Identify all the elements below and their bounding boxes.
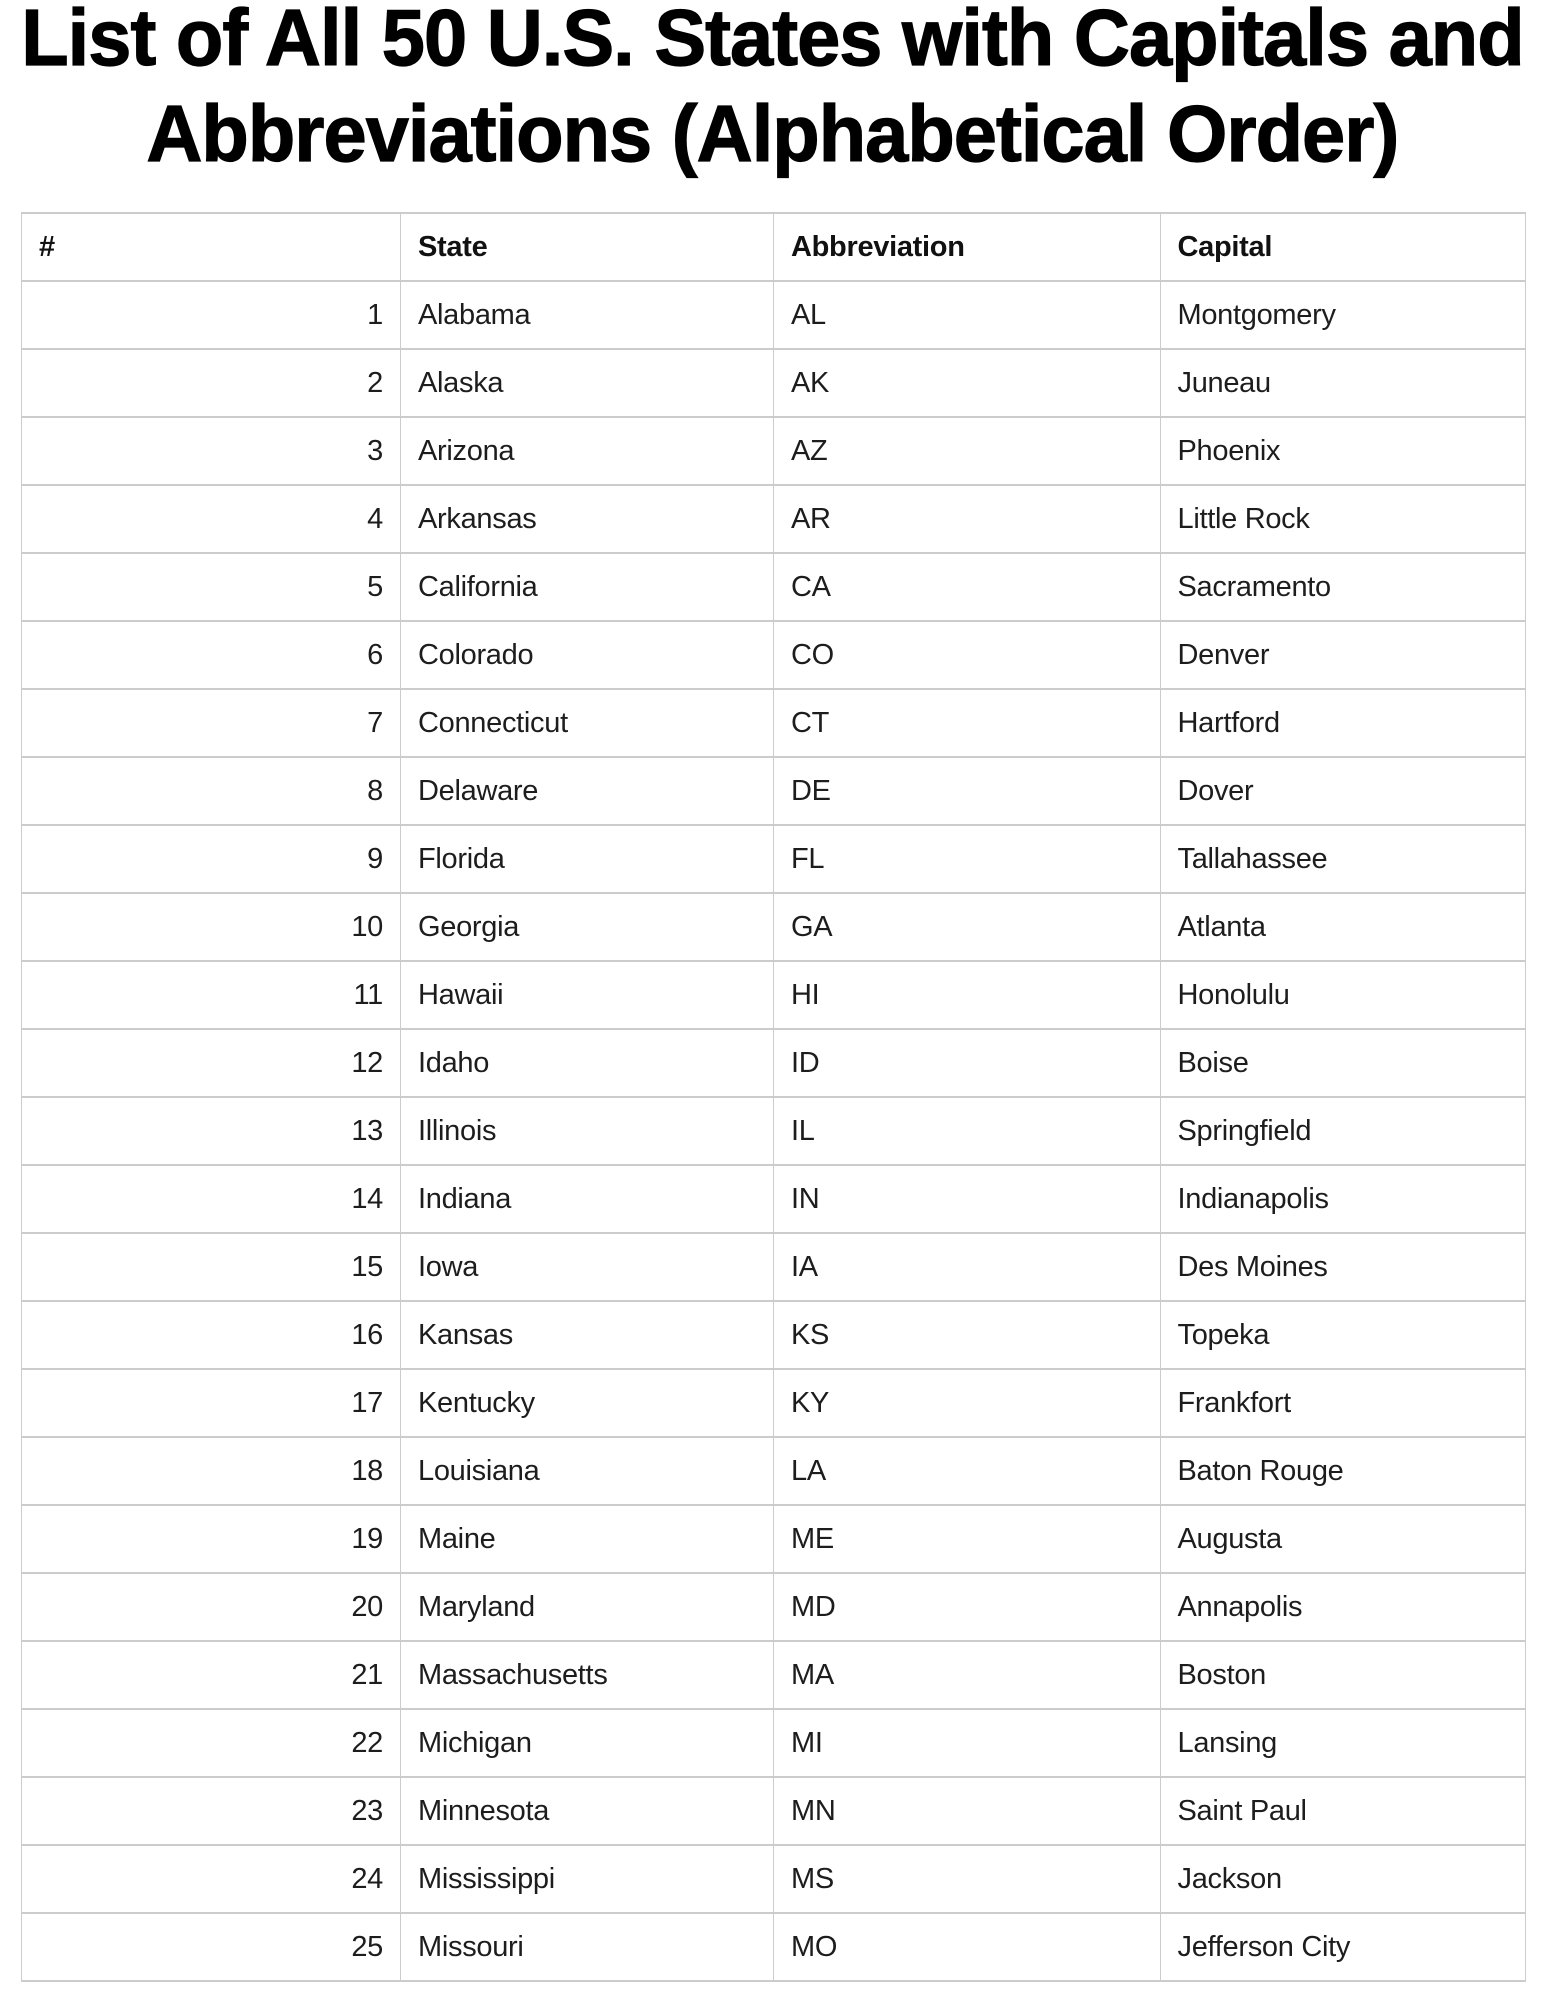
cell-state: Illinois — [401, 1097, 774, 1165]
cell-capital: Little Rock — [1160, 485, 1526, 553]
cell-state: Massachusetts — [401, 1641, 774, 1709]
cell-state: Idaho — [401, 1029, 774, 1097]
cell-num: 6 — [22, 621, 401, 689]
page-title-line-1: List of All 50 U.S. States with Capitals and — [21, 0, 1524, 82]
cell-num: 9 — [22, 825, 401, 893]
cell-capital: Atlanta — [1160, 893, 1526, 961]
cell-capital: Juneau — [1160, 349, 1526, 417]
cell-num: 4 — [22, 485, 401, 553]
cell-capital: Baton Rouge — [1160, 1437, 1526, 1505]
cell-capital: Indianapolis — [1160, 1165, 1526, 1233]
cell-abbr: IN — [773, 1165, 1160, 1233]
cell-abbr: MO — [773, 1913, 1160, 1981]
cell-state: Connecticut — [401, 689, 774, 757]
cell-capital: Topeka — [1160, 1301, 1526, 1369]
table-row — [22, 1505, 1526, 1573]
cell-abbr: IL — [773, 1097, 1160, 1165]
cell-capital: Hartford — [1160, 689, 1526, 757]
cell-abbr: MD — [773, 1573, 1160, 1641]
table-row — [22, 1301, 1526, 1369]
cell-abbr: IA — [773, 1233, 1160, 1301]
cell-abbr: MN — [773, 1777, 1160, 1845]
cell-state: Mississippi — [401, 1845, 774, 1913]
page-title-line-2: Abbreviations (Alphabetical Order) — [146, 89, 1399, 178]
cell-num: 10 — [22, 893, 401, 961]
cell-num: 15 — [22, 1233, 401, 1301]
cell-num: 19 — [22, 1505, 401, 1573]
cell-num: 25 — [22, 1913, 401, 1981]
table-row — [22, 281, 1526, 349]
cell-abbr: AR — [773, 485, 1160, 553]
cell-state: Iowa — [401, 1233, 774, 1301]
cell-abbr: MS — [773, 1845, 1160, 1913]
cell-abbr: AK — [773, 349, 1160, 417]
cell-state: Minnesota — [401, 1777, 774, 1845]
cell-abbr: ID — [773, 1029, 1160, 1097]
cell-capital: Frankfort — [1160, 1369, 1526, 1437]
table-row — [22, 1573, 1526, 1641]
table-row — [22, 417, 1526, 485]
cell-num: 22 — [22, 1709, 401, 1777]
cell-capital: Boise — [1160, 1029, 1526, 1097]
cell-state: Maine — [401, 1505, 774, 1573]
cell-abbr: ME — [773, 1505, 1160, 1573]
cell-num: 13 — [22, 1097, 401, 1165]
column-header-capital: Capital — [1160, 213, 1526, 281]
cell-state: Delaware — [401, 757, 774, 825]
states-table — [21, 212, 1526, 1982]
cell-num: 23 — [22, 1777, 401, 1845]
cell-state: Colorado — [401, 621, 774, 689]
cell-state: Maryland — [401, 1573, 774, 1641]
cell-capital: Jackson — [1160, 1845, 1526, 1913]
cell-abbr: KY — [773, 1369, 1160, 1437]
cell-capital: Dover — [1160, 757, 1526, 825]
column-header-number: # — [22, 213, 401, 281]
cell-capital: Montgomery — [1160, 281, 1526, 349]
table-row — [22, 1029, 1526, 1097]
cell-abbr: MI — [773, 1709, 1160, 1777]
cell-capital: Lansing — [1160, 1709, 1526, 1777]
table-row — [22, 1437, 1526, 1505]
cell-state: Florida — [401, 825, 774, 893]
table-row — [22, 1369, 1526, 1437]
table-row — [22, 1233, 1526, 1301]
cell-state: California — [401, 553, 774, 621]
table-row — [22, 893, 1526, 961]
table-row — [22, 1777, 1526, 1845]
cell-num: 3 — [22, 417, 401, 485]
table-row — [22, 349, 1526, 417]
cell-abbr: GA — [773, 893, 1160, 961]
cell-num: 16 — [22, 1301, 401, 1369]
table-body — [22, 281, 1526, 1981]
table-header — [22, 213, 1526, 281]
cell-capital: Jefferson City — [1160, 1913, 1526, 1981]
table-row — [22, 1641, 1526, 1709]
cell-state: Missouri — [401, 1913, 774, 1981]
cell-abbr: KS — [773, 1301, 1160, 1369]
cell-capital: Des Moines — [1160, 1233, 1526, 1301]
table-row — [22, 485, 1526, 553]
table-row — [22, 757, 1526, 825]
cell-capital: Springfield — [1160, 1097, 1526, 1165]
table-row — [22, 961, 1526, 1029]
table-row — [22, 825, 1526, 893]
cell-abbr: AL — [773, 281, 1160, 349]
cell-capital: Boston — [1160, 1641, 1526, 1709]
cell-state: Hawaii — [401, 961, 774, 1029]
cell-state: Arizona — [401, 417, 774, 485]
table-row — [22, 621, 1526, 689]
cell-abbr: CO — [773, 621, 1160, 689]
cell-abbr: LA — [773, 1437, 1160, 1505]
cell-capital: Phoenix — [1160, 417, 1526, 485]
cell-num: 20 — [22, 1573, 401, 1641]
cell-num: 21 — [22, 1641, 401, 1709]
cell-state: Alabama — [401, 281, 774, 349]
cell-num: 11 — [22, 961, 401, 1029]
cell-num: 14 — [22, 1165, 401, 1233]
cell-capital: Honolulu — [1160, 961, 1526, 1029]
cell-state: Arkansas — [401, 485, 774, 553]
cell-num: 17 — [22, 1369, 401, 1437]
cell-abbr: FL — [773, 825, 1160, 893]
cell-num: 18 — [22, 1437, 401, 1505]
cell-capital: Annapolis — [1160, 1573, 1526, 1641]
cell-state: Kansas — [401, 1301, 774, 1369]
cell-state: Michigan — [401, 1709, 774, 1777]
cell-num: 1 — [22, 281, 401, 349]
cell-capital: Denver — [1160, 621, 1526, 689]
cell-num: 2 — [22, 349, 401, 417]
cell-abbr: AZ — [773, 417, 1160, 485]
cell-abbr: HI — [773, 961, 1160, 1029]
cell-capital: Saint Paul — [1160, 1777, 1526, 1845]
cell-abbr: CA — [773, 553, 1160, 621]
column-header-abbreviation: Abbreviation — [773, 213, 1160, 281]
cell-state: Louisiana — [401, 1437, 774, 1505]
cell-num: 8 — [22, 757, 401, 825]
cell-abbr: CT — [773, 689, 1160, 757]
table-row — [22, 553, 1526, 621]
table-row — [22, 1913, 1526, 1981]
cell-capital: Sacramento — [1160, 553, 1526, 621]
table-row — [22, 1709, 1526, 1777]
page-title — [0, 0, 1545, 182]
table-row — [22, 1845, 1526, 1913]
cell-num: 5 — [22, 553, 401, 621]
cell-state: Georgia — [401, 893, 774, 961]
table-row — [22, 1165, 1526, 1233]
cell-abbr: DE — [773, 757, 1160, 825]
cell-abbr: MA — [773, 1641, 1160, 1709]
cell-capital: Tallahassee — [1160, 825, 1526, 893]
header-row — [22, 213, 1526, 281]
column-header-state: State — [401, 213, 774, 281]
cell-state: Alaska — [401, 349, 774, 417]
table-row — [22, 689, 1526, 757]
cell-num: 24 — [22, 1845, 401, 1913]
cell-capital: Augusta — [1160, 1505, 1526, 1573]
cell-num: 7 — [22, 689, 401, 757]
table-row — [22, 1097, 1526, 1165]
cell-state: Kentucky — [401, 1369, 774, 1437]
cell-state: Indiana — [401, 1165, 774, 1233]
cell-num: 12 — [22, 1029, 401, 1097]
